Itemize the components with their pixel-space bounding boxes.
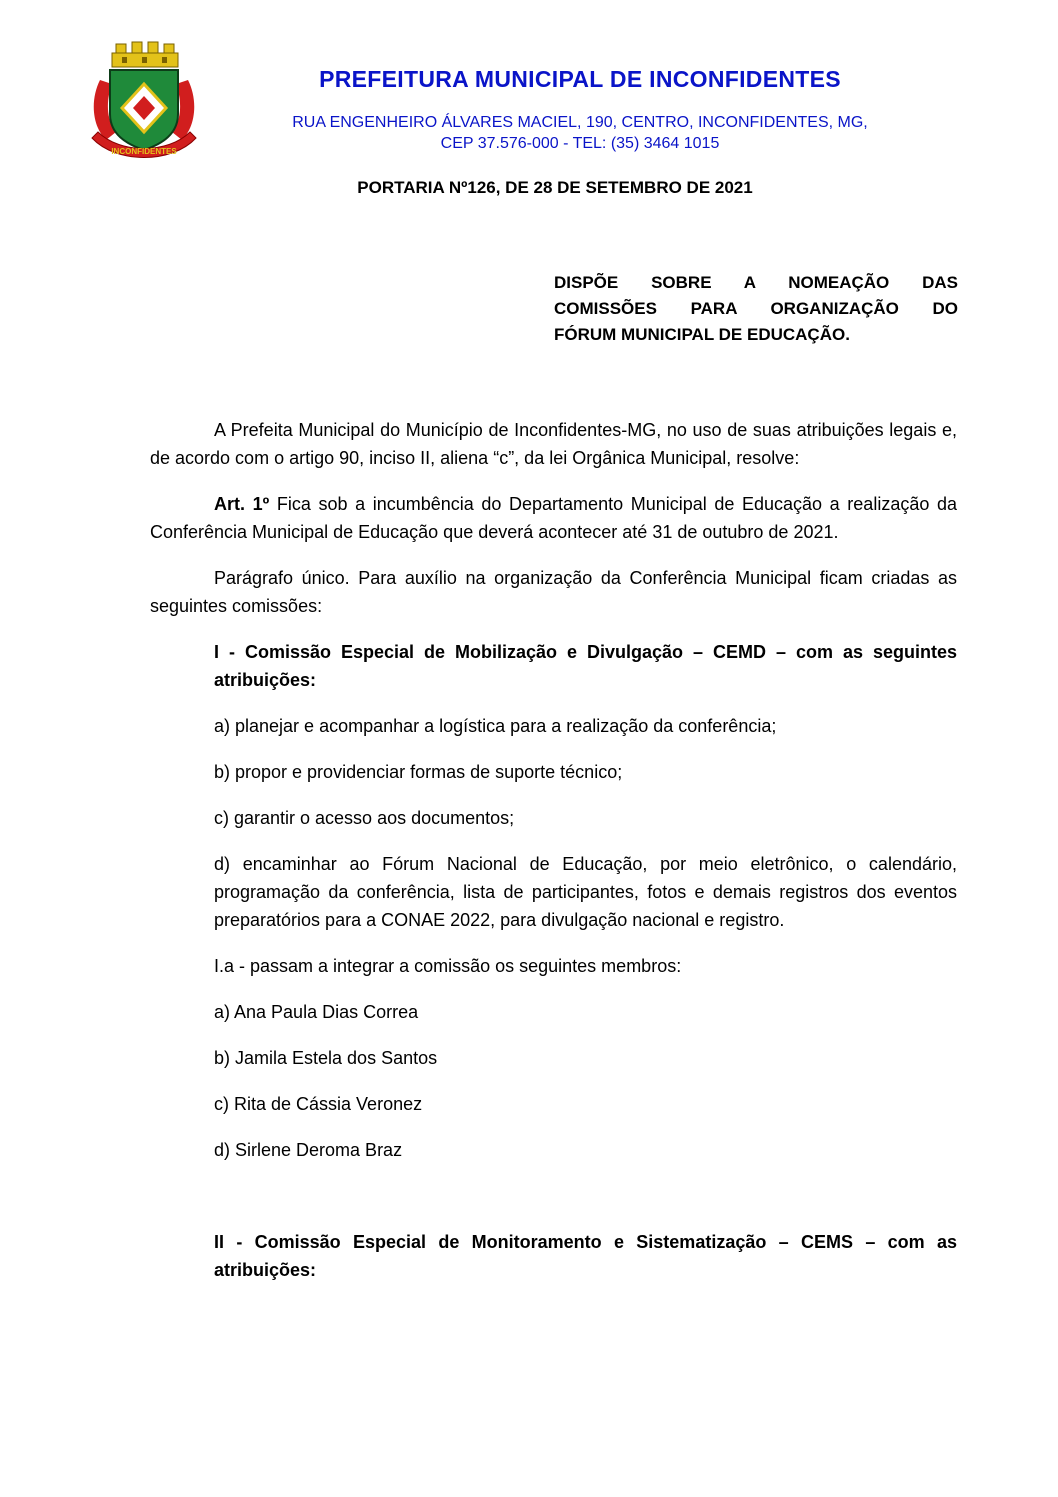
address-line-1: RUA ENGENHEIRO ÁLVARES MACIEL, 190, CENTRO, INCONFIDENTES, MG, xyxy=(292,114,868,131)
municipal-crest-logo xyxy=(86,40,202,165)
article-1-text: Fica sob a incumbência do Departamento Municipal de Educação a realização da Conferência Municipal de Educação que deverá acontecer até 31 de outubro de 2021. xyxy=(150,494,957,542)
portaria-title: PORTARIA Nº126, DE 28 DE SETEMBRO DE 2021 xyxy=(357,178,753,197)
commission-1-item: b) propor e providenciar formas de suporte técnico; xyxy=(214,762,623,782)
commission-1-heading: I - Comissão Especial de Mobilização e Divulgação – CEMD – com as seguintes atribuições: xyxy=(214,642,957,690)
paragrafo-unico: Parágrafo único. Para auxílio na organização da Conferência Municipal ficam criadas as seguintes comissões: xyxy=(150,568,957,616)
members-intro: I.a - passam a integrar a comissão os seguintes membros: xyxy=(214,956,682,976)
commission-1-item: c) garantir o acesso aos documentos; xyxy=(214,808,515,828)
ementa-line-2: COMISSÕES PARA ORGANIZAÇÃO DO xyxy=(554,299,958,318)
preamble-paragraph: A Prefeita Municipal do Município de Inconfidentes-MG, no uso de suas atribuições legais e, de acordo com o artigo 90, inciso II, aliena “c”, da lei Orgânica Municipal, resolve: xyxy=(150,420,957,468)
municipality-address xyxy=(200,112,960,154)
commission-1-item: a) planejar e acompanhar a logística para a realização da conferência; xyxy=(214,716,777,736)
crest-ribbon-text: INCONFIDENTES xyxy=(111,147,177,156)
document-body xyxy=(150,416,957,1284)
commission-2-heading: II - Comissão Especial de Monitoramento e Sistematização – CEMS – com as atribuições: xyxy=(214,1232,957,1280)
member-item: c) Rita de Cássia Veronez xyxy=(214,1094,423,1114)
member-item: b) Jamila Estela dos Santos xyxy=(214,1048,438,1068)
municipality-title: PREFEITURA MUNICIPAL DE INCONFIDENTES xyxy=(319,66,841,92)
ementa-line-3: FÓRUM MUNICIPAL DE EDUCAÇÃO. xyxy=(554,325,850,344)
address-line-2: CEP 37.576-000 - TEL: (35) 3464 1015 xyxy=(440,135,720,152)
commission-1-item: d) encaminhar ao Fórum Nacional de Educação, por meio eletrônico, o calendário, programação da conferência, lista de participantes, fotos e demais registros dos eventos preparatórios para a CONAE 2022, para divulgação nacional e registro. xyxy=(214,854,957,930)
article-1-label: Art. 1º xyxy=(214,494,270,514)
ementa-line-1: DISPÕE SOBRE A NOMEAÇÃO DAS xyxy=(554,273,958,292)
member-item: d) Sirlene Deroma Braz xyxy=(214,1140,403,1160)
ementa xyxy=(554,270,958,348)
member-item: a) Ana Paula Dias Correa xyxy=(214,1002,419,1022)
article-1-paragraph xyxy=(150,490,957,546)
